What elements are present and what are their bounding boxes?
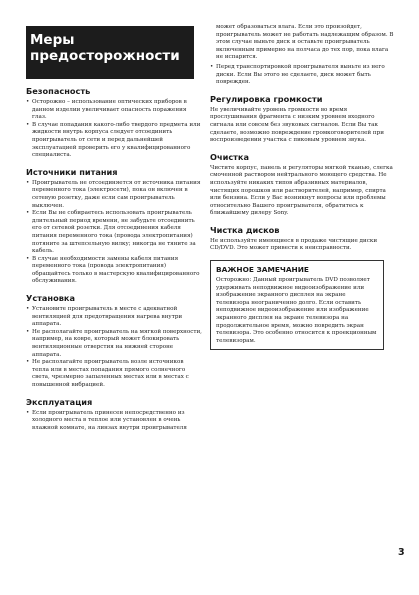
bullet-list [26, 306, 202, 390]
notice-text: Осторожно: Данный проигрыватель DVD позволяет удерживать неподвижное видеоизображение или изображение экранного дисплея на экране телевизора неограниченно долго. Если оставить неподвижное видеоизображение или изображение экранного дисплея на экране телевизора на продолжительное время, можно повредить экран телевизора. Это особенно относится к проекционным телевизорам. [216, 277, 377, 344]
list-item: • Установите проигрыватель в месте с адекватной вентиляцией для предотвращения нагрева внутри аппарата. [26, 306, 202, 329]
page-title [26, 26, 194, 79]
section-heading: Источники питания [26, 166, 118, 177]
continued-text: может образоваться влага. Если это произойдет, проигрыватель может не работать надлежащим образом. В этом случае выньте диск и оставьте проигрыватель включенным примерно на полчаса до тех пор, пока влага не испарится. [216, 24, 394, 61]
section-power [26, 167, 202, 286]
section-safety [26, 86, 202, 160]
list-item: • Не располагайте проигрыватель возле источников тепла или в местах попадания прямого солнечного света, чрезмерно запыленных местах или в местах с повышенной вибрацией. [26, 359, 202, 389]
section-heading: Очистка [210, 151, 249, 162]
list-item: • Не располагайте проигрыватель на мягкой поверхности, например, на ковре, который может блокировать вентиляционные отверстия на нижней стороне аппарата. [26, 329, 202, 359]
section-text: Чистите корпус, панель и регуляторы мягкой тканью, слегка смоченной раствором нейтрального моющего средства. Не используйте никаких типов абразивных материалов, чистящих порошков или растворителей, например, спирта или бензина. Если у Вас возникнут вопросы или проблемы относительно Вашего проигрывателя, обратитесь к ближайшему дилеру Sony. [210, 164, 393, 217]
section-operation [26, 397, 202, 433]
bullet-list [26, 99, 202, 160]
section-volume [210, 94, 394, 145]
notice-heading: ВАЖНОЕ ЗАМЕЧАНИЕ [216, 265, 309, 275]
list-item: • Если проигрыватель принесен непосредственно из холодного места в теплое или установлен в очень влажной комнате, на линзах внутри проигрывателя [26, 410, 202, 433]
list-item: • Осторожно – использование оптических приборов в данном изделии увеличивает опасность поражения глаз. [26, 99, 202, 122]
list-item: • Проигрыватель не отсоединяется от источника питания переменного тока (электросети), пока он включен в сетевую розетку, даже если сам проигрыватель выключен. [26, 180, 202, 210]
section-text: Не используйте имеющиеся в продаже чистящие диски CD/DVD. Это может привести к неисправности. [210, 237, 378, 252]
title-line-1: Меры [30, 32, 75, 48]
page-number: 3 [398, 547, 405, 558]
section-heading: Безопасность [26, 86, 91, 96]
left-column [26, 86, 202, 439]
section-heading: Регулировка громкости [210, 93, 323, 104]
section-installation [26, 293, 202, 390]
section-heading: Чистка дисков [210, 224, 280, 235]
section-heading: Эксплуатация [26, 396, 93, 407]
list-item: • Перед транспортировкой проигрывателя выньте из него диски. Если Вы этого не сделаете, диск может быть поврежден. [210, 64, 394, 87]
section-operation-continued [210, 24, 394, 87]
right-column [210, 24, 394, 350]
important-notice-box [210, 260, 384, 350]
section-text: Не увеличивайте уровень громкости во время прослушивания фрагмента с низким уровнем входного сигнала или совсем без звуковых сигналов. Если Вы так сделаете, возможно повреждение громкоговорителей при воспроизведении участка с пиковым уровнем звука. [210, 106, 384, 144]
list-item: • В случае попадания какого-либо твердого предмета или жидкости внутрь корпуса следует отсоединить проигрыватель от сети и перед дальнейшей эксплуатацией проверить его у квалифицированного специалиста. [26, 122, 202, 160]
section-cleaning [210, 152, 394, 218]
title-line-2: предосторожности [30, 48, 180, 64]
section-disc-cleaning [210, 225, 394, 253]
bullet-list [26, 410, 202, 433]
section-heading: Установка [26, 293, 75, 304]
list-item: • В случае необходимости замены кабеля питания переменного тока (провода электропитания) обращайтесь только в мастерскую квалифицированного обслуживания. [26, 256, 202, 286]
bullet-list [26, 180, 202, 286]
bullet-list [210, 64, 394, 87]
list-item: • Если Вы не собираетесь использовать проигрыватель длительный период времени, не забудьте отсоединить его от сетевой розетки. Для отсоединения кабеля питания переменного тока (провода электропитания) потяните за штепсельную вилку; никогда не тяните за кабель. [26, 210, 202, 256]
